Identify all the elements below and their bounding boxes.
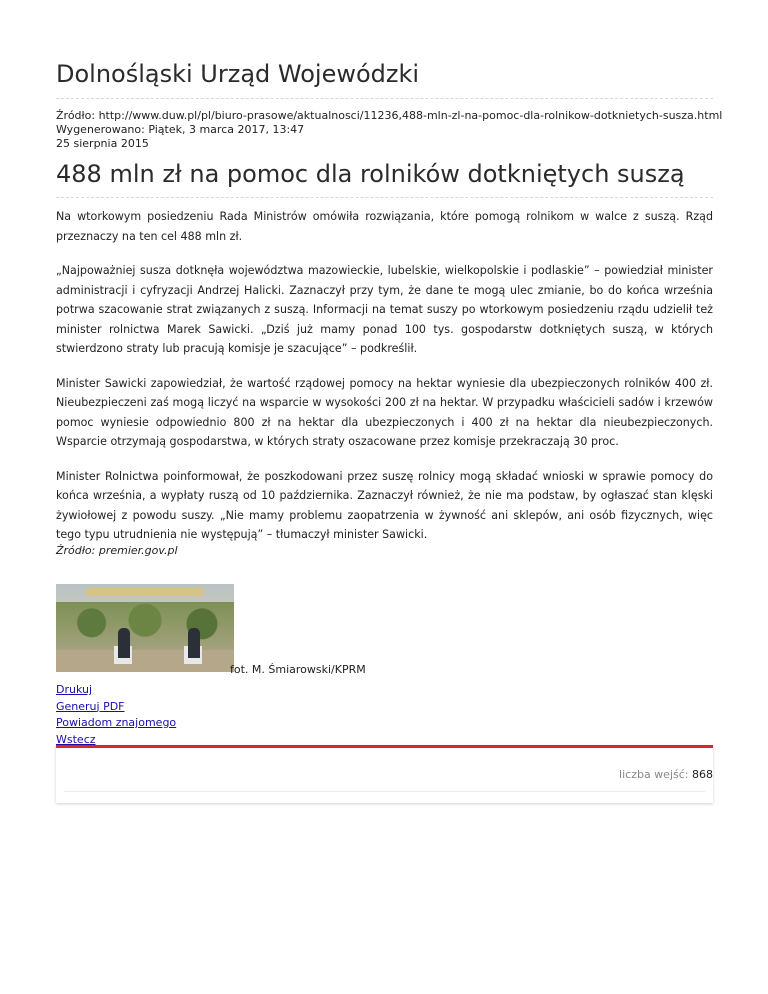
photo-banner bbox=[86, 588, 204, 596]
generate-pdf-link[interactable]: Generuj PDF bbox=[56, 699, 125, 713]
article-source: Źródło: premier.gov.pl bbox=[56, 544, 178, 557]
back-link[interactable]: Wstecz bbox=[56, 732, 96, 746]
photo-caption: fot. M. Śmiarowski/KPRM bbox=[230, 663, 366, 676]
footer-divider bbox=[64, 791, 705, 792]
paragraph: Minister Sawicki zapowiedział, że wartość rządowej pomocy na hektar wyniesie dla ubezpieczonych rolników 400 zł. Nieubezpieczeni zaś mogą liczyć na wsparcie w wysokości 200 zł na hektar. W przypadku właścicieli sadów i krzewów pomoc wyniesie odpowiednio 800 zł na hektar dla ubezpieczonych i 400 zł na hektar dla nieubezpieczonych. Wsparcie otrzymają gospodarstwa, w których straty oszacowane przez komisje przekraczają 30 proc. bbox=[56, 376, 713, 448]
paragraph: Minister Rolnictwa poinformował, że poszkodowani przez suszę rolnicy mogą składać wnioski w sprawie pomocy do końca września, a wypłaty ruszą od 10 października. Zaznaczył również, że nie ma podstaw, by ogłaszać stan klęski żywiołowej z powodu suszy. „Nie mamy problemu zaopatrzenia w żywność ani sklepów, ani osób fizycznych, więc tego typu utrudnienia nie występują” – tłumaczył minister Sawicki. bbox=[56, 469, 713, 541]
article-title: 488 mln zł na pomoc dla rolników dotkniętych suszą bbox=[56, 160, 685, 188]
photo-person bbox=[118, 628, 130, 658]
visit-counter-value: 868 bbox=[692, 768, 713, 781]
print-link[interactable]: Drukuj bbox=[56, 683, 93, 696]
article-body bbox=[56, 207, 713, 560]
photo-ground bbox=[56, 650, 234, 672]
publication-date: 25 sierpnia 2015 bbox=[56, 137, 149, 150]
paragraph: „Najpoważniej susza dotknęła województwa mazowieckie, lubelskie, wielkopolskie i podlaskie” – powiedział minister administracji i cyfryzacji Andrzej Halicki. Zaznaczył przy tym, że dane te mogą ulec zmianie, bo do końca września potrwa szacowanie strat związanych z suszą. Informacji na temat suszy po wtorkowym posiedzeniu rządu udzielił też minister rolnictwa Marek Sawicki. „Dziś już mamy ponad 100 tys. gospodarstw dotkniętych suszą, w których stwierdzono straty lub pracują komisje je szacujące” – podkreślił. bbox=[56, 264, 713, 355]
divider bbox=[56, 98, 713, 99]
photo-trees bbox=[56, 602, 234, 654]
visit-counter bbox=[619, 768, 713, 781]
divider bbox=[56, 197, 713, 198]
document-meta bbox=[56, 109, 722, 151]
site-title: Dolnośląski Urząd Wojewódzki bbox=[56, 60, 420, 88]
source-url: Źródło: http://www.duw.pl/pl/biuro-prasowe/aktualnosci/11236,488-mln-zl-na-pomoc-dla-rolnikow-dotknietych-susza.html bbox=[56, 109, 723, 122]
article-photo bbox=[56, 584, 234, 672]
notify-friend-link[interactable]: Powiadom znajomego bbox=[56, 716, 177, 729]
generated-date: Wygenerowano: Piątek, 3 marca 2017, 13:47 bbox=[56, 123, 305, 136]
footer-box bbox=[56, 745, 713, 803]
action-links bbox=[56, 682, 176, 748]
visit-counter-label: liczba wejść: bbox=[619, 768, 689, 781]
paragraph: Na wtorkowym posiedzeniu Rada Ministrów omówiła rozwiązania, które pomogą rolnikom w walce z suszą. Rząd przeznaczy na ten cel 488 mln zł. bbox=[56, 210, 713, 243]
photo-person bbox=[188, 628, 200, 658]
